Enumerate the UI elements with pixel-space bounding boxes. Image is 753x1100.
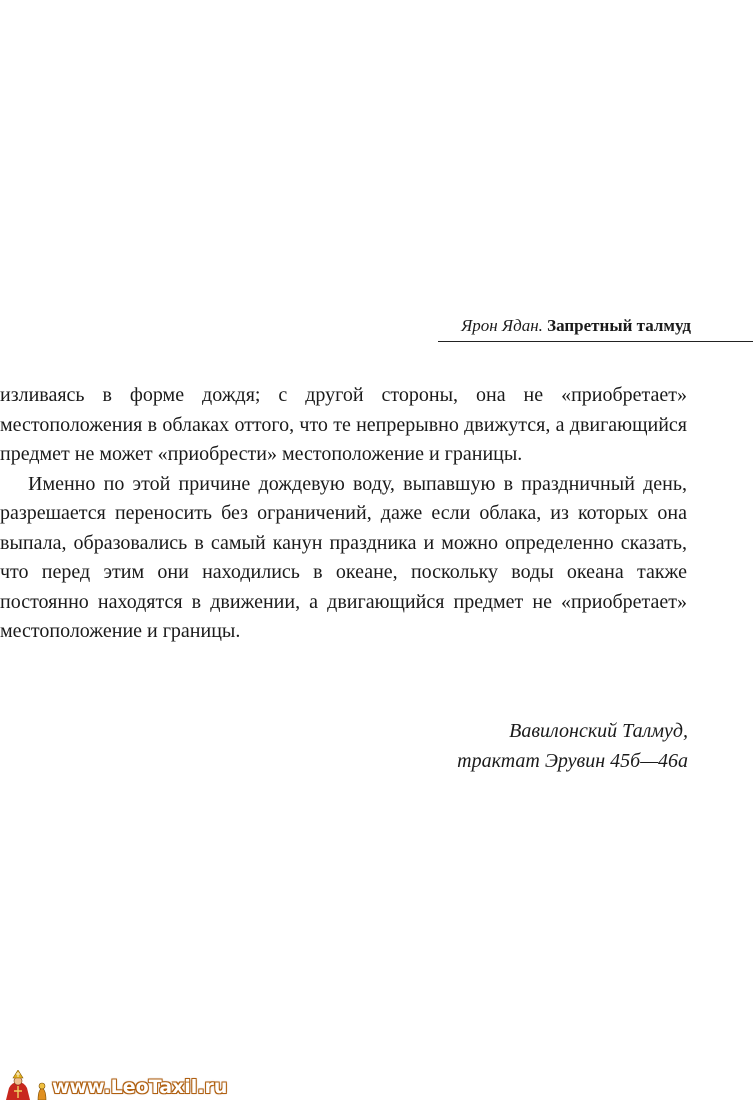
body-text bbox=[0, 381, 687, 647]
running-head bbox=[461, 316, 691, 336]
paragraph-continuation: изливаясь в форме дождя; с другой стороны, она не «приобретает» местоположения в облаках оттого, что те непрерывно движутся, а двигающийся предмет не может «приобрести» местоположение и границы. bbox=[0, 384, 687, 465]
bishop-figure-icon bbox=[0, 1070, 50, 1100]
running-head-author: Ярон Ядан. bbox=[461, 316, 543, 335]
paragraph: Именно по этой причине дождевую воду, выпавшую в праздничный день, разрешается переносить без ограничений, даже если облака, из которых она выпала, образовались в самый канун праздника и можно определенно сказать, что перед этим они находились в океане, поскольку воды океана также постоянно находятся в движении, а двигающийся предмет не «приобретает» местоположение и границы. bbox=[0, 472, 687, 642]
source-citation bbox=[457, 717, 688, 776]
header-rule bbox=[438, 341, 753, 342]
running-head-title: Запретный талмуд bbox=[547, 316, 691, 335]
source-line-1: Вавилонский Талмуд, bbox=[509, 720, 688, 742]
source-line-2: трактат Эрувин 45б—46а bbox=[457, 749, 688, 772]
watermark-text: www.LeoTaxil.ru bbox=[52, 1076, 228, 1098]
watermark bbox=[0, 1070, 227, 1100]
